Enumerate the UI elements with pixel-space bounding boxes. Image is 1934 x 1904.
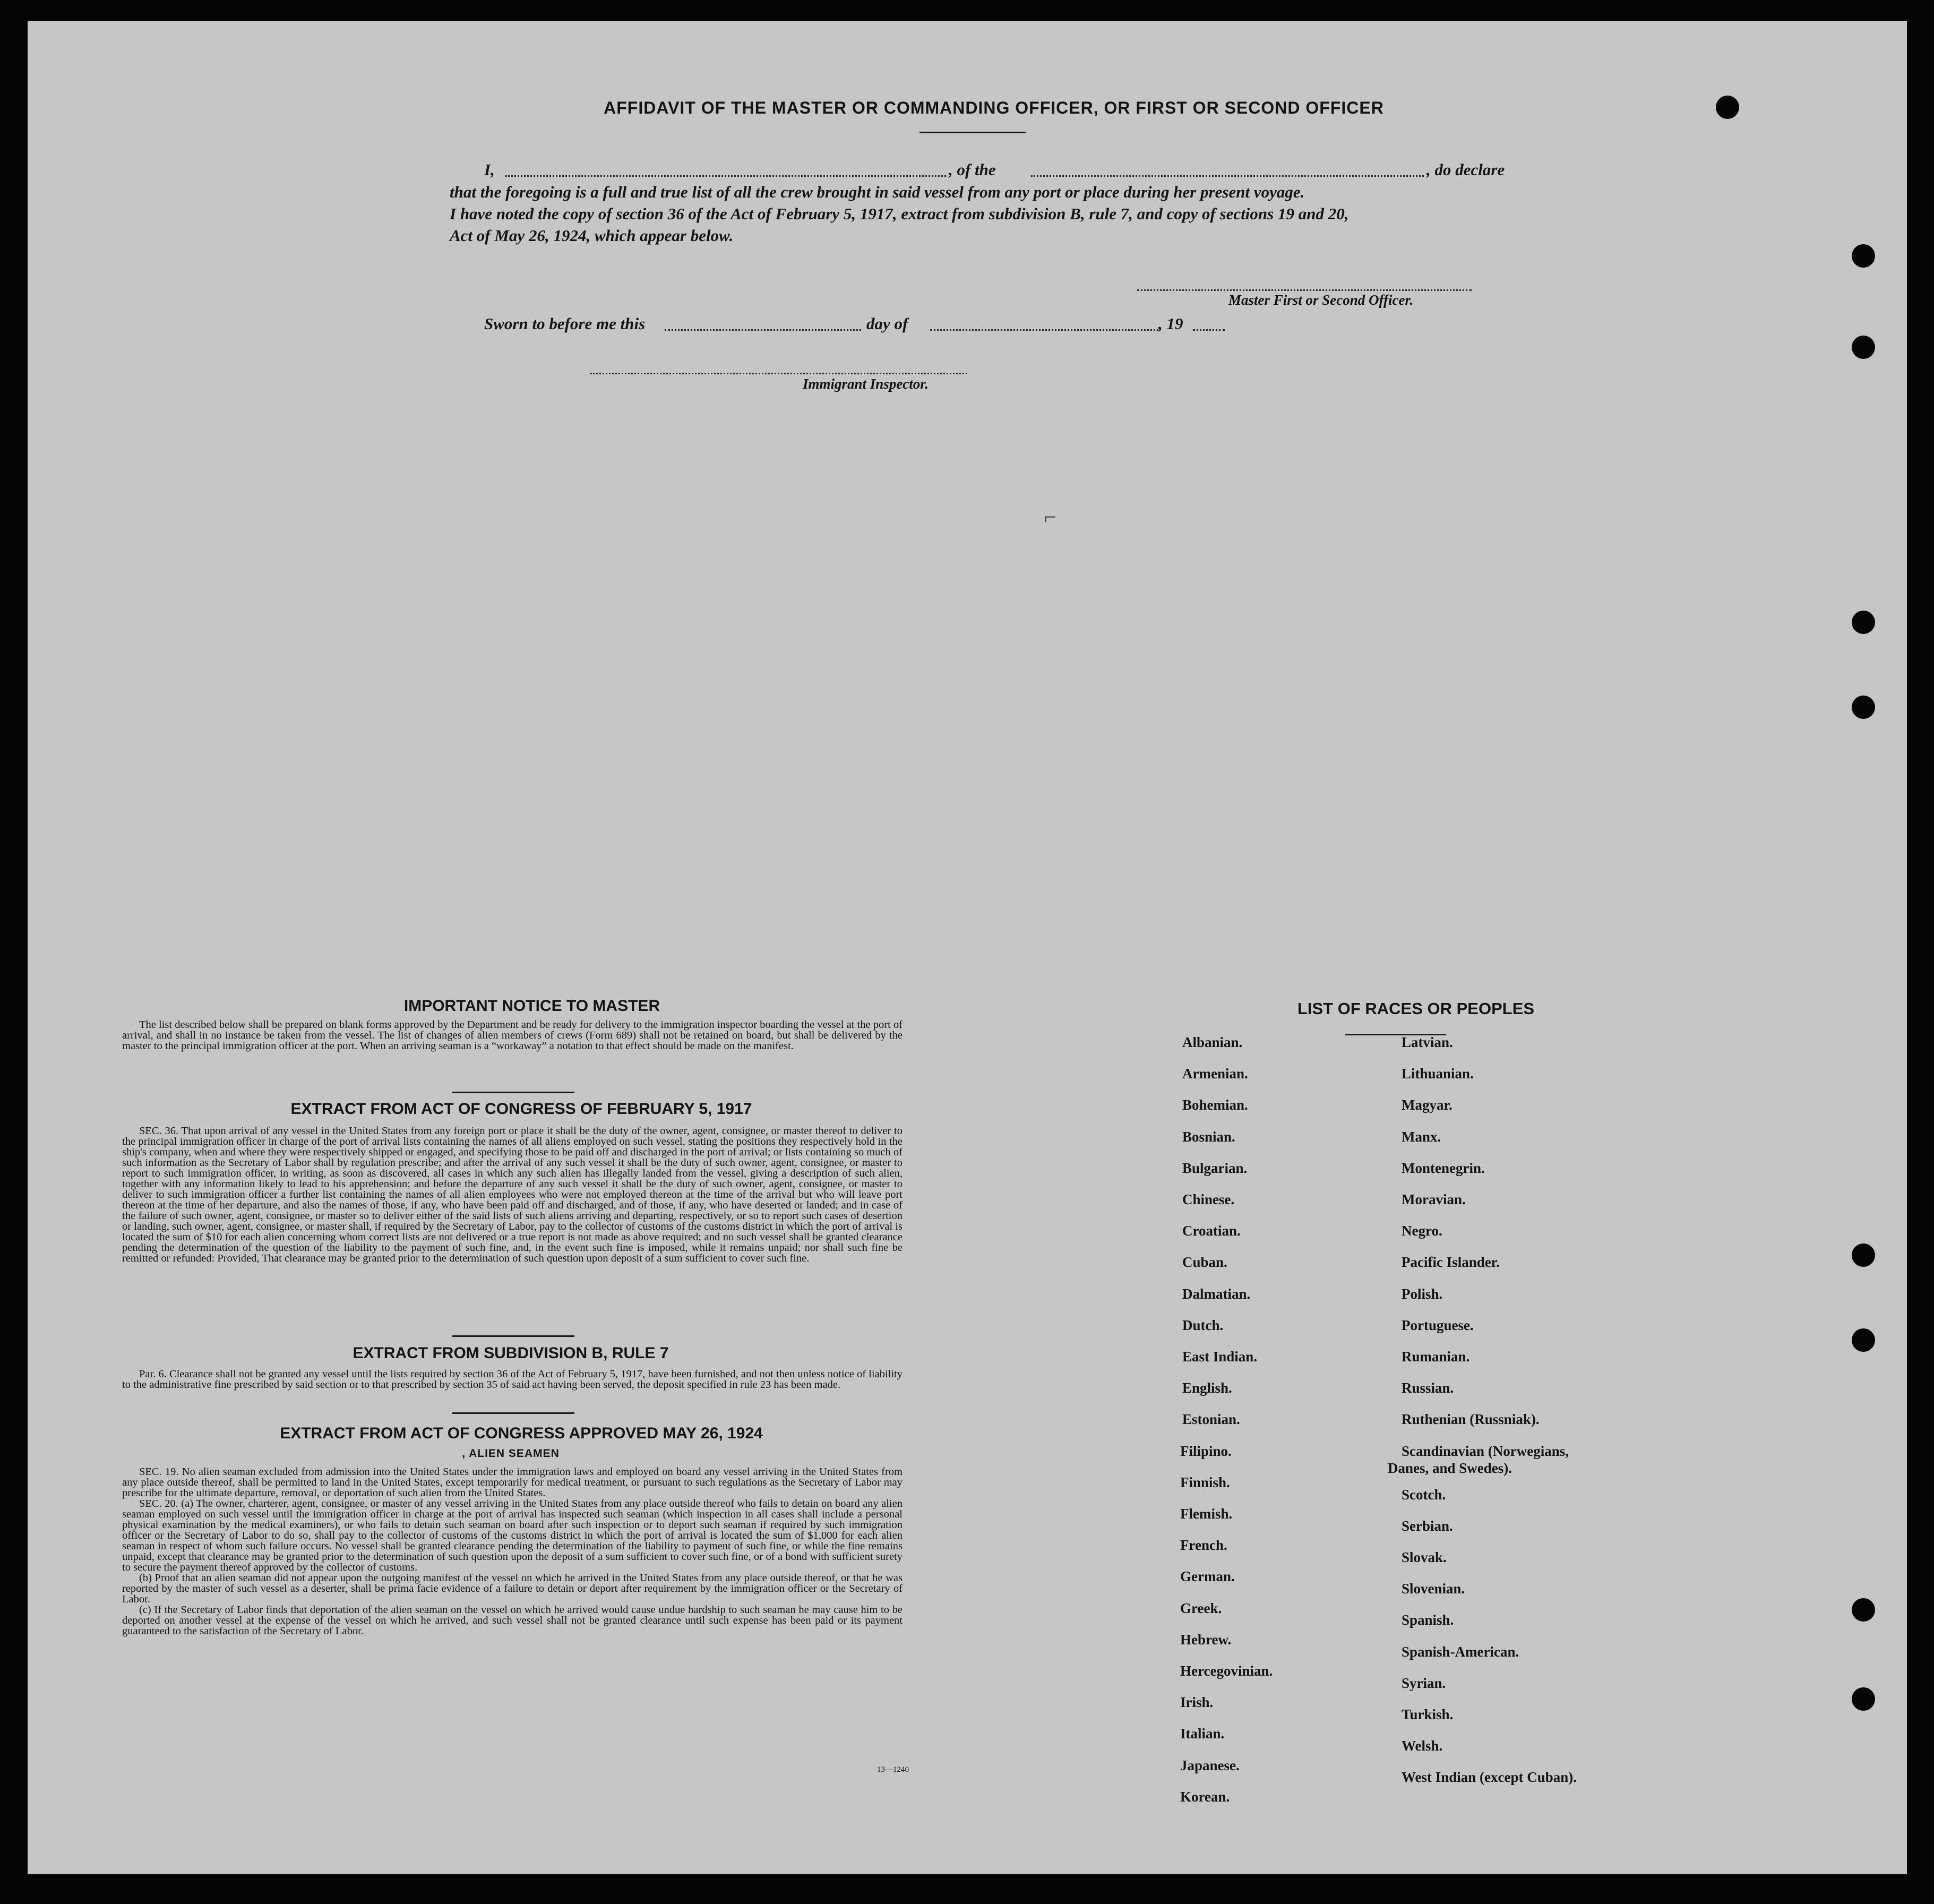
declarant-name-field[interactable] <box>505 175 946 177</box>
race-item: Irish. <box>1180 1694 1214 1711</box>
extract-1917-text <box>122 1126 902 1264</box>
race-item: Greek. <box>1180 1600 1222 1616</box>
race-item: Pacific Islander. <box>1402 1254 1500 1271</box>
race-item: Flemish. <box>1180 1506 1233 1522</box>
do-declare-label: , do declare <box>1426 160 1505 179</box>
race-item: Serbian. <box>1402 1517 1453 1534</box>
race-item: Bulgarian. <box>1182 1160 1248 1176</box>
race-item: Spanish. <box>1402 1612 1454 1628</box>
subdivision-b-text <box>122 1369 902 1390</box>
race-item: Estonian. <box>1182 1411 1240 1428</box>
sworn-day-label: day of <box>866 314 908 333</box>
binder-hole <box>1852 611 1875 634</box>
binder-hole <box>1852 1687 1875 1711</box>
form-number: 13—1240 <box>877 1765 909 1774</box>
notice-text <box>122 1019 902 1051</box>
race-item: Danes, and Swedes). <box>1388 1460 1512 1476</box>
race-item: Dutch. <box>1182 1317 1224 1333</box>
race-item: Spanish-American. <box>1402 1643 1519 1660</box>
binder-hole <box>1852 244 1875 268</box>
race-item: English. <box>1182 1380 1232 1396</box>
of-the-label: , of the <box>949 160 996 179</box>
extract-1924-title: EXTRACT FROM ACT OF CONGRESS APPROVED MAY 26, 1924 <box>280 1425 763 1442</box>
subdivision-b-title: EXTRACT FROM SUBDIVISION B, RULE 7 <box>353 1344 669 1362</box>
race-item: Welsh. <box>1402 1738 1443 1754</box>
sworn-year-field[interactable] <box>1193 329 1225 331</box>
race-item: Cuban. <box>1182 1254 1227 1271</box>
section-divider <box>452 1335 574 1337</box>
rule-7-paragraph: Par. 6. Clearance shall not be granted any vessel until the lists required by section 36 of the Act of February 5, 1917, have been furnished, and not then unless notice of liability to the administrative fine prescribed by said section or to that prescribed by section 35 of said act having been served, the deposit specified in rule 23 has been made. <box>122 1368 902 1391</box>
race-item: Slovak. <box>1402 1549 1447 1565</box>
race-item: Scandinavian (Norwegians, <box>1402 1443 1569 1459</box>
section-20c-paragraph: (c) If the Secretary of Labor finds that deportation of the alien seaman on the vessel on which he arrived would cause undue hardship to such seaman he may cause him to be deported on another vessel at the expense of the vessel on which he arrived, and such vessel shall not be granted clearance until such expense has been paid or its payment guaranteed to the satisfaction of the Secretary of Labor. <box>122 1604 902 1637</box>
race-item: Chinese. <box>1182 1191 1235 1207</box>
race-item: Hercegovinian. <box>1180 1663 1273 1679</box>
race-item: Magyar. <box>1402 1097 1452 1113</box>
race-item: Japanese. <box>1180 1757 1240 1773</box>
race-item: Manx. <box>1402 1128 1441 1145</box>
race-item: Slovenian. <box>1402 1581 1465 1597</box>
pen-mark: ⌐ <box>1044 505 1056 529</box>
affidavit-line-2: that the foregoing is a full and true list of all the crew brought in said vessel from any port or place during her present voyage. <box>450 183 1305 201</box>
race-item: Syrian. <box>1402 1675 1446 1691</box>
section-19-paragraph: SEC. 19. No alien seaman excluded from admission into the United States under the immigration laws and employed on board any vessel arriving in the United States from any place outside thereof, shall be permitted to land in the United States, except temporarily for medical treatment, or pursuant to such regulations as the Secretary of Labor may prescribe for the ultimate departure, removal, or deportation of such alien from the United States. <box>122 1466 902 1499</box>
sworn-year-label: , 19 <box>1158 314 1183 333</box>
document-page <box>28 21 1907 1874</box>
race-item: Latvian. <box>1402 1034 1453 1050</box>
vessel-name-field[interactable] <box>1031 175 1424 177</box>
notice-paragraph: The list described below shall be prepared on blank forms approved by the Department and be ready for delivery to the immigration inspector boarding the vessel at the port of arrival, and shall in no instance be taken from the vessel. The list of changes of alien members of crews (Form 689) shall not be retained on board, but shall be delivered by the master to the principal immigration officer at the port. When an arriving seaman is a “workaway” a notation to that effect should be made on the manifest. <box>122 1019 902 1052</box>
race-item: Negro. <box>1402 1223 1442 1239</box>
section-divider <box>452 1412 574 1414</box>
section-divider <box>452 1092 574 1093</box>
inspector-signature-label: Immigrant Inspector. <box>803 376 929 392</box>
section-20b-paragraph: (b) Proof that an alien seaman did not appear upon the outgoing manifest of the vessel on which he arrived in the United States from any place outside thereof, or that he was reported by the master of such vessel as a deserter, shall be prima facie evidence of a failure to detain or deport after requirement by the immigration officer or the Secretary of Labor. <box>122 1572 902 1605</box>
race-item: Polish. <box>1402 1285 1443 1302</box>
master-signature-label: Master First or Second Officer. <box>1228 292 1414 308</box>
affidavit-line-3: I have noted the copy of section 36 of the Act of February 5, 1917, extract from subdivision B, rule 7, and copy of sections 19 and 20, <box>450 204 1349 223</box>
race-item: East Indian. <box>1182 1349 1258 1365</box>
races-title: LIST OF RACES OR PEOPLES <box>1297 999 1535 1018</box>
race-item: Hebrew. <box>1180 1631 1232 1648</box>
race-item: Lithuanian. <box>1402 1066 1474 1082</box>
affidavit-line-1 <box>484 160 495 179</box>
race-item: French. <box>1180 1537 1227 1554</box>
race-item: Ruthenian (Russniak). <box>1402 1411 1540 1428</box>
notice-title: IMPORTANT NOTICE TO MASTER <box>403 997 660 1015</box>
title-divider <box>919 132 1026 133</box>
binder-hole <box>1852 1598 1875 1622</box>
affidavit-title: AFFIDAVIT OF THE MASTER OR COMMANDING OFFICER, OR FIRST OR SECOND OFFICER <box>604 98 1384 117</box>
race-item: Filipino. <box>1180 1443 1232 1459</box>
race-item: Korean. <box>1180 1788 1230 1805</box>
master-signature-line[interactable] <box>1137 289 1472 291</box>
extract-1924-text <box>122 1466 902 1636</box>
race-item: Albanian. <box>1182 1034 1243 1050</box>
race-item: Armenian. <box>1182 1066 1248 1082</box>
race-item: Turkish. <box>1402 1706 1454 1722</box>
section-36-paragraph: SEC. 36. That upon arrival of any vessel in the United States from any foreign port or place it shall be the duty of the owner, agent, consignee, or master thereof to deliver to the principal immigration officer in charge of the port of arrival lists containing the names of all aliens employed on such vessel, stating the positions they respectively hold in the ship's company, when and where they were respectively shipped or engaged, and specifying those to be paid off and discharged in the port of arrival; or lists containing so much of such information as the Secretary of Labor shall by regulation prescribe; and after the arrival of any such vessel it shall be the duty of such owner, agent, consignee, or master to report to such immigration officer, in writing, as soon as discovered, all cases in which any such alien has illegally landed from the vessel, giving a description of such alien, together with any information likely to lead to his apprehension; and before the departure of any such vessel it shall be the duty of such owner, agent, consignee, or master to deliver to such immigration officer a further list containing the names of all alien employees who were not employed thereon at the time of the arrival but who will leave port thereon at the time of her departure, and also the names of those, if any, who have been paid off and discharged, and of those, if any, who have deserted or landed; and in case of the failure of such owner, agent, consignee, or master so to deliver either of the said lists of such aliens arriving and departing, respectively, or so to report such cases of desertion or landing, such owner, agent, consignee, or master shall, if required by the Secretary of Labor, pay to the collector of customs of the customs district in which the port of arrival is located the sum of $10 for each alien concerning whom correct lists are not delivered or a true report is not made as above required; and no such vessel shall be granted clearance pending the determination of the question of the liability to the payment of such fine, and, in the event such fine is imposed, while it remains unpaid; nor shall such fine be remitted or refunded: Provided, That clearance may be granted prior to the determination of such question upon deposit of a sum sufficient to cover such fine. <box>122 1125 902 1264</box>
sworn-day-field[interactable] <box>665 329 861 331</box>
inspector-signature-line[interactable] <box>590 373 967 374</box>
sworn-prefix: Sworn to before me this <box>484 314 646 333</box>
binder-hole <box>1852 696 1875 719</box>
race-item: Finnish. <box>1180 1474 1230 1490</box>
binder-hole <box>1716 96 1739 119</box>
race-item: Montenegrin. <box>1402 1160 1485 1176</box>
race-item: Portuguese. <box>1402 1317 1474 1333</box>
race-item: Russian. <box>1402 1380 1454 1396</box>
binder-hole <box>1852 336 1875 359</box>
race-item: Italian. <box>1180 1726 1225 1742</box>
alien-seamen-subtitle: , ALIEN SEAMEN <box>462 1447 560 1460</box>
sworn-month-field[interactable] <box>930 329 1158 331</box>
race-item: Bohemian. <box>1182 1097 1248 1113</box>
race-item: Rumanian. <box>1402 1349 1470 1365</box>
race-item: Scotch. <box>1402 1486 1446 1503</box>
race-item: West Indian (except Cuban). <box>1402 1769 1577 1786</box>
section-20a-paragraph: SEC. 20. (a) The owner, charterer, agent, consignee, or master of any vessel arriving in the United States from any place outside thereof who fails to detain on board any alien seaman employed on such vessel until the immigration officer in charge at the port of arrival has inspected such seaman (which inspection in all cases shall include a personal physical examination by the medical examiners), or who fails to detain such seaman on board after such inspection or to deport such seaman if required by such immigration officer or the Secretary of Labor to do so, shall pay to the collector of customs of the customs district in which the port of arrival is located the sum of $1,000 for each alien seaman in respect of whom such failure occurs. No vessel shall be granted clearance pending the determination of the liability to payment of such fine, or while the fine remains unpaid, except that clearance may be granted prior to the determination of such question upon the deposit of a sum sufficient to cover such fine, or of a bond with sufficient surety to secure the payment thereof approved by the collector of customs. <box>122 1498 902 1573</box>
race-item: Dalmatian. <box>1182 1285 1251 1302</box>
race-item: Croatian. <box>1182 1223 1241 1239</box>
race-item: Moravian. <box>1402 1191 1466 1207</box>
declarant-prefix: I, <box>484 160 495 179</box>
race-item: German. <box>1180 1568 1235 1585</box>
race-item: Bosnian. <box>1182 1128 1235 1145</box>
binder-hole <box>1852 1243 1875 1267</box>
extract-1917-title: EXTRACT FROM ACT OF CONGRESS OF FEBRUARY 5, 1917 <box>290 1100 752 1118</box>
affidavit-line-4: Act of May 26, 1924, which appear below. <box>450 226 734 245</box>
binder-hole <box>1852 1328 1875 1352</box>
